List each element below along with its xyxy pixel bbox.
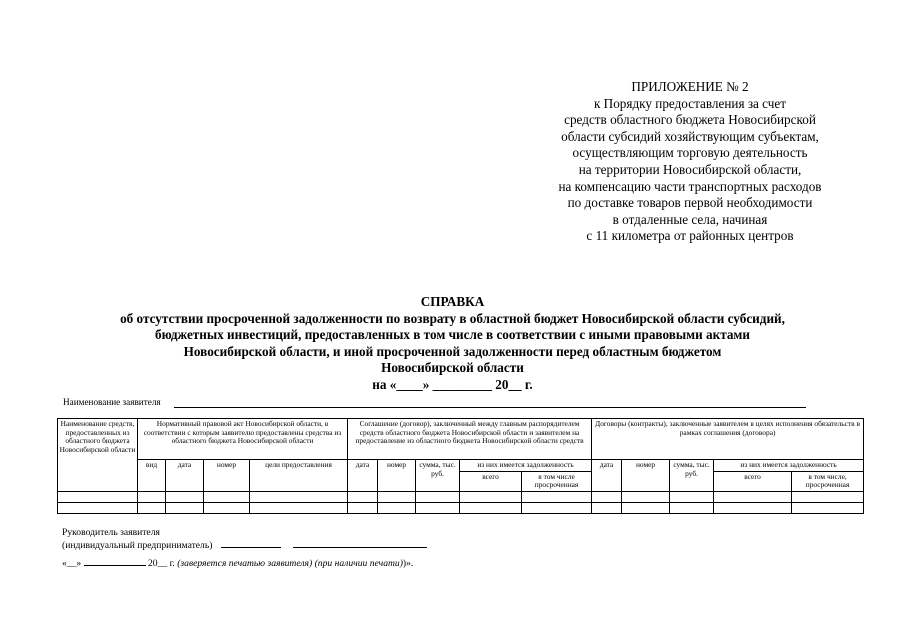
table-cell[interactable] (348, 502, 378, 513)
table-cell[interactable] (592, 502, 622, 513)
applicant-label: Наименование заявителя (63, 397, 161, 407)
table-cell[interactable] (58, 502, 138, 513)
footer-date-day: «__» (62, 558, 84, 569)
col-contract-debt-overdue: в том числе, просроченная (792, 471, 864, 491)
table-cell[interactable] (58, 491, 138, 502)
col-purpose: цели предоставления (250, 460, 348, 492)
appendix-line: области субсидий хозяйствующим субъектам, (561, 128, 819, 144)
group-contracts: Договоры (контракты), заключенные заявителем в целях исполнения обязательств в рамках соглашения (договора) (592, 419, 864, 460)
head-sublabel (62, 540, 427, 551)
appendix-line: ПРИЛОЖЕНИЕ № 2 (631, 79, 749, 94)
footer-date-year: 20__ г. (145, 558, 178, 569)
table-cell[interactable] (670, 491, 714, 502)
title-line: СПРАВКА (420, 294, 485, 309)
document-title (40, 294, 865, 394)
signature-name-field[interactable] (293, 547, 427, 548)
table-cell[interactable] (250, 502, 348, 513)
table-cell[interactable] (378, 491, 416, 502)
table-cell[interactable] (138, 502, 166, 513)
col-agreement-sum: сумма, тыс. руб. (416, 460, 460, 492)
appendix-line: по доставке товаров первой необходимости (567, 195, 813, 211)
col-type: вид (138, 460, 166, 492)
table-cell[interactable] (166, 502, 204, 513)
col-contract-debt: из них имеется задолженность (714, 460, 864, 472)
appendix-line: на компенсацию части транспортных расходов (558, 178, 822, 194)
table-row (58, 502, 864, 513)
table-cell[interactable] (522, 502, 592, 513)
appendix-line: осуществляющим торговую деятельность (572, 145, 808, 161)
table-cell[interactable] (378, 502, 416, 513)
stamp-note: (заверяется печатью заявителя) (при наличии печати) (177, 558, 403, 569)
col-agreement-debt: из них имеется задолженность (460, 460, 592, 472)
table-cell[interactable] (348, 491, 378, 502)
table-cell[interactable] (416, 491, 460, 502)
table-cell[interactable] (138, 491, 166, 502)
title-date-line: на «____» _________ 20__ г. (372, 376, 533, 392)
table-cell[interactable] (460, 502, 522, 513)
table-cell[interactable] (592, 491, 622, 502)
table-cell[interactable] (460, 491, 522, 502)
col-agreement-debt-total: всего (460, 471, 522, 491)
col-agreement-debt-overdue: в том числе просроченная (522, 471, 592, 491)
title-line: Новосибирской области (381, 360, 524, 376)
col-date: дата (166, 460, 204, 492)
title-line: бюджетных инвестиций, предоставленных в том числе в соответствии с иными правовыми актами (154, 327, 751, 343)
table-cell[interactable] (204, 502, 250, 513)
head-label: Руководитель заявителя (62, 527, 160, 538)
table-cell[interactable] (714, 491, 792, 502)
col-contract-debt-total: всего (714, 471, 792, 491)
appendix-line: в отдаленные села, начиная (612, 211, 768, 227)
table-cell[interactable] (792, 502, 864, 513)
signature-field[interactable] (221, 547, 281, 548)
title-line: Новосибирской области, и иной просроченной задолженности перед областным бюджетом (183, 343, 722, 359)
table-cell[interactable] (250, 491, 348, 502)
appendix-line: средств областного бюджета Новосибирской (564, 112, 816, 128)
table-cell[interactable] (670, 502, 714, 513)
footer-date-close: )». (402, 558, 414, 569)
appendix-line: с 11 километра от районных центров (586, 228, 794, 244)
footer-month-field[interactable] (84, 565, 146, 566)
debt-table (57, 418, 864, 514)
col-agreement-date: дата (348, 460, 378, 492)
footer-date-line (62, 558, 413, 569)
table-row (58, 491, 864, 502)
col-number: номер (204, 460, 250, 492)
table-cell[interactable] (622, 491, 670, 502)
group-legal-act: Нормативный правовой акт Новосибирской области, в соответствии с которым заявителю предоставлены средства из областного бюджета Новосибирской области (138, 419, 348, 460)
appendix-line: к Порядку предоставления за счет (593, 95, 787, 111)
applicant-name-field[interactable] (174, 407, 806, 408)
table-cell[interactable] (792, 491, 864, 502)
appendix-header (500, 79, 880, 245)
col-contract-sum: сумма, тыс. руб. (670, 460, 714, 492)
col-contract-number: номер (622, 460, 670, 492)
table-cell[interactable] (522, 491, 592, 502)
col-funds-name: Наименование средств, предоставленных из областного бюджета Новосибирской области (58, 419, 138, 492)
col-agreement-number: номер (378, 460, 416, 492)
appendix-line: на территории Новосибирской области, (578, 161, 802, 177)
title-line: об отсутствии просроченной задолженности по возврату в областной бюджет Новосибирской области субсидий, (120, 310, 785, 326)
table-cell[interactable] (714, 502, 792, 513)
group-agreement: Соглашение (договор), заключенный между главным распорядителем средств областного бюджета Новосибирской области и заявителем на предоставление из областного бюджета Новосибирской области средств (348, 419, 592, 460)
table-cell[interactable] (416, 502, 460, 513)
col-contract-date: дата (592, 460, 622, 492)
table-cell[interactable] (622, 502, 670, 513)
table-cell[interactable] (204, 491, 250, 502)
entrepreneur-label: (индивидуальный предприниматель) (62, 540, 213, 551)
table-cell[interactable] (166, 491, 204, 502)
